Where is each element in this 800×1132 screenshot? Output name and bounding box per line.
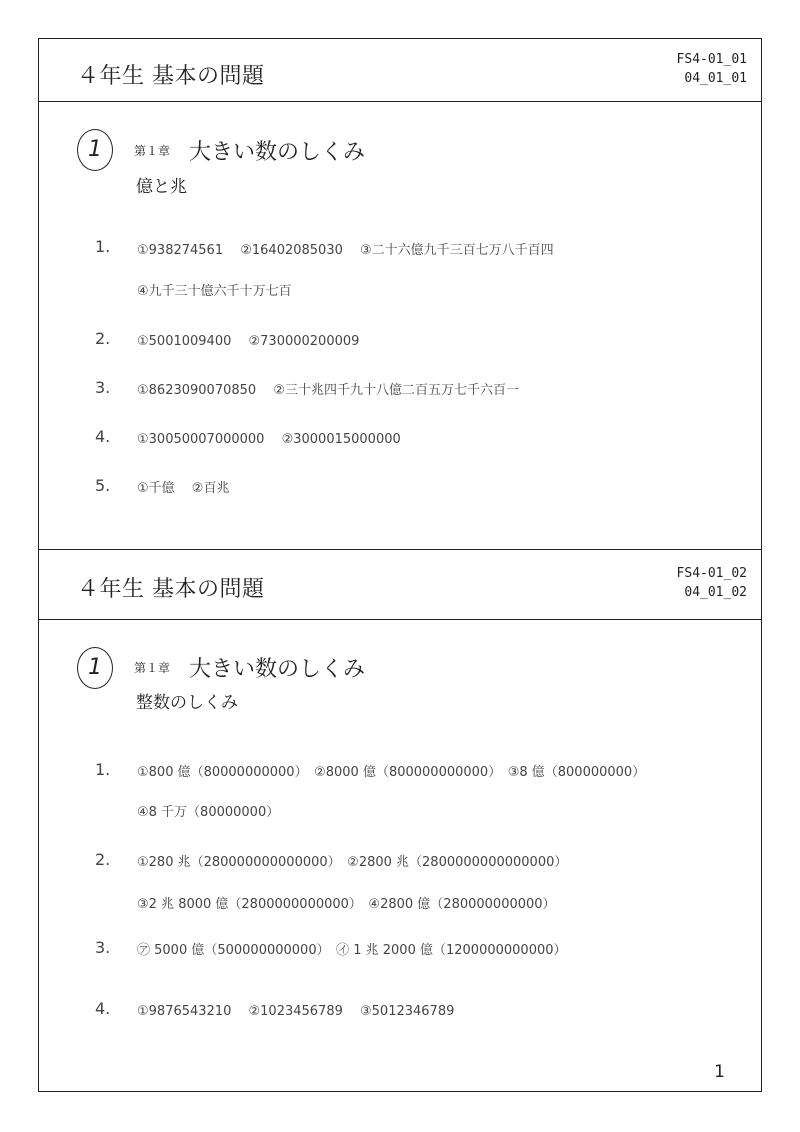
- answer-line: ④九千三十億六千十万七百: [137, 284, 292, 299]
- section-subtitle: 億と兆: [136, 177, 187, 197]
- chapter-title: 大きい数のしくみ: [189, 140, 366, 165]
- answer-section-1: [39, 39, 761, 549]
- chapter-label: 第１章: [134, 661, 171, 675]
- answer-line: ①800 億（80000000000） ②8000 億（800000000000） ③8 億（800000000）: [137, 765, 646, 780]
- section-header: [39, 550, 761, 620]
- code-secondary: 04_01_02: [684, 585, 747, 600]
- answer-line: ①9876543210 ②1023456789 ③5012346789: [137, 1004, 455, 1019]
- section-codes: [677, 564, 747, 602]
- section-title: ４年生 基本の問題: [77, 64, 265, 89]
- question-number: 5.: [95, 476, 111, 495]
- code-primary: FS4-01_02: [676, 566, 747, 581]
- section-title: ４年生 基本の問題: [77, 577, 265, 602]
- question-number: 1.: [95, 760, 111, 779]
- answer-section-2: [39, 549, 761, 1092]
- code-primary: FS4-01_01: [676, 52, 747, 67]
- chapter-title: 大きい数のしくみ: [189, 657, 366, 682]
- section-header: [39, 39, 761, 102]
- answer-line: ①938274561 ②16402085030 ③二十六億九千三百七万八千百四: [137, 243, 554, 258]
- answer-line: ①5001009400 ②730000200009: [137, 334, 360, 349]
- question-number: 1.: [95, 237, 111, 256]
- answer-line: ①8623090070850 ②三十兆四千九十八億二百五万七千六百一: [137, 383, 519, 398]
- page-number: 1: [714, 1062, 725, 1082]
- answer-line: ④8 千万（80000000）: [137, 805, 280, 820]
- answer-line: ①280 兆（280000000000000） ②2800 兆（2800000000000000）: [137, 855, 568, 870]
- answer-line: ㋐ 5000 億（500000000000） ㋑ 1 兆 2000 億（1200000000000）: [137, 943, 567, 958]
- code-secondary: 04_01_01: [684, 71, 747, 86]
- question-number: 2.: [95, 850, 111, 869]
- answer-line: ③2 兆 8000 億（2800000000000） ④2800 億（280000000000）: [137, 897, 556, 912]
- section-subtitle: 整数のしくみ: [136, 693, 238, 713]
- question-number: 2.: [95, 329, 111, 348]
- answer-line: ①千億 ②百兆: [137, 481, 230, 496]
- question-number: 4.: [95, 999, 111, 1018]
- problem-number-circle: 1: [77, 647, 113, 689]
- section-codes: [677, 50, 747, 88]
- question-number: 3.: [95, 378, 111, 397]
- question-number: 4.: [95, 427, 111, 446]
- page-frame: [38, 38, 762, 1092]
- question-number: 3.: [95, 938, 111, 957]
- answer-line: ①30050007000000 ②3000015000000: [137, 432, 401, 447]
- chapter-label: 第１章: [134, 144, 171, 158]
- problem-number-circle: 1: [77, 129, 113, 171]
